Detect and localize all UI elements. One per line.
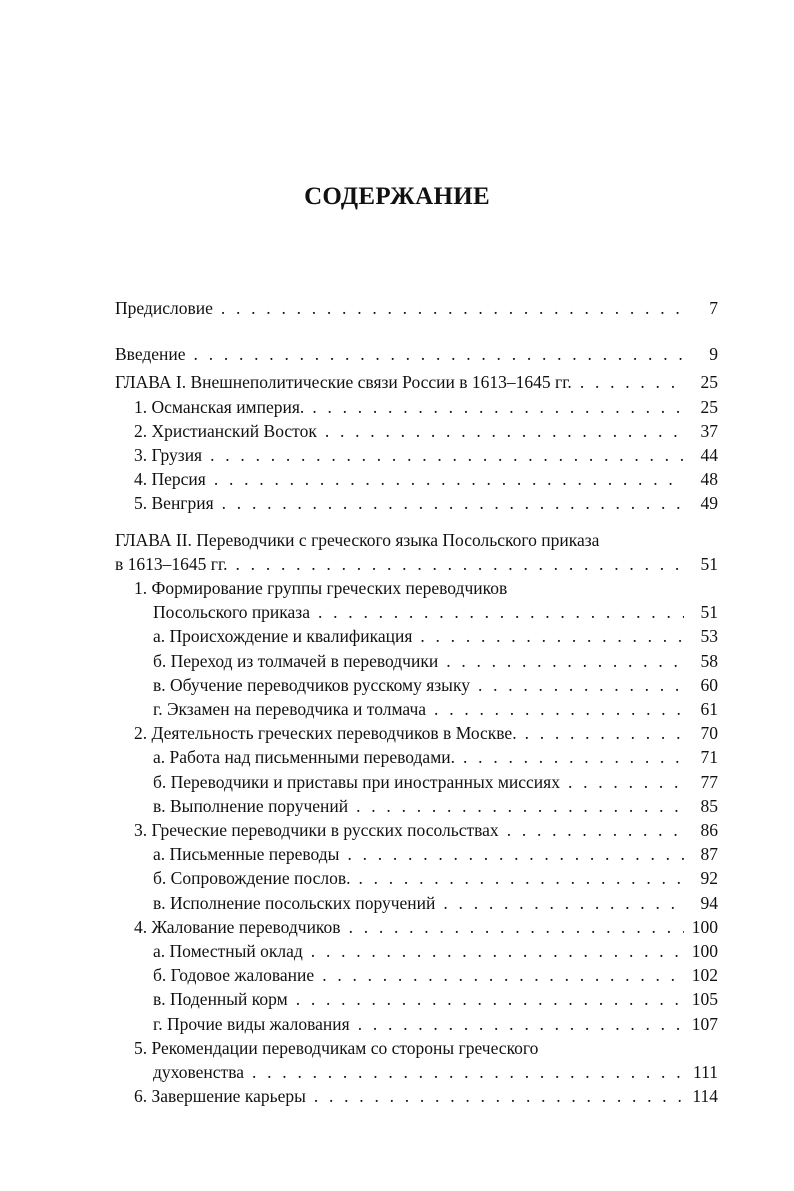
table-of-contents bbox=[115, 296, 718, 1109]
toc-chapter-2-title[interactable]: ГЛАВА II. Переводчики с греческого языка Посольского приказа bbox=[115, 529, 600, 550]
toc-entry-label: 6. Завершение карьеры bbox=[134, 1086, 306, 1107]
toc-section-5-title[interactable]: 5. Рекомендации переводчикам со стороны греческого bbox=[134, 1037, 539, 1058]
toc-page-number: 102 bbox=[691, 965, 718, 986]
dot-leader bbox=[356, 794, 684, 818]
toc-entry-label: 3. Грузия bbox=[134, 445, 203, 466]
toc-page-number: 25 bbox=[700, 372, 718, 393]
toc-entry[interactable] bbox=[115, 624, 718, 648]
toc-page-number: 61 bbox=[700, 699, 718, 720]
toc-entry-label: 4. Жалование переводчиков bbox=[134, 916, 341, 937]
toc-page-number: 100 bbox=[691, 916, 718, 937]
toc-entry[interactable] bbox=[115, 794, 718, 818]
dot-leader bbox=[434, 697, 684, 721]
toc-page-number: 105 bbox=[691, 989, 718, 1010]
toc-page-number: 107 bbox=[691, 1013, 718, 1034]
toc-section-1[interactable] bbox=[115, 600, 718, 624]
toc-entry-label: духовенства bbox=[153, 1062, 244, 1083]
toc-entry-label: в. Обучение переводчиков русскому языку bbox=[153, 674, 470, 695]
dot-leader bbox=[443, 891, 684, 915]
toc-entry-label: Посольского приказа bbox=[153, 602, 310, 623]
toc-entry-intro[interactable] bbox=[115, 342, 718, 366]
toc-page-number: 48 bbox=[700, 469, 718, 490]
toc-entry[interactable] bbox=[115, 963, 718, 987]
dot-leader bbox=[580, 370, 684, 394]
toc-entry-label: б. Переводчики и приставы при иностранных миссиях bbox=[153, 771, 560, 792]
toc-entry-label: в. Выполнение поручений bbox=[153, 795, 349, 816]
dot-leader bbox=[322, 963, 684, 987]
toc-entry-label: 5. Венгрия bbox=[134, 493, 214, 514]
toc-page-number: 70 bbox=[700, 723, 718, 744]
dot-leader bbox=[296, 987, 684, 1011]
toc-entry-label: Введение bbox=[115, 344, 186, 365]
toc-entry[interactable] bbox=[115, 395, 718, 419]
toc-section-2[interactable] bbox=[115, 721, 718, 745]
dot-leader bbox=[214, 467, 684, 491]
toc-entry-label: а. Работа над письменными переводами. bbox=[153, 747, 456, 768]
toc-page-number: 86 bbox=[700, 820, 718, 841]
toc-page-number: 114 bbox=[692, 1086, 718, 1107]
toc-entry-label: 4. Персия bbox=[134, 469, 206, 490]
toc-section-1-title[interactable]: 1. Формирование группы греческих переводчиков bbox=[134, 578, 508, 599]
toc-entry[interactable] bbox=[115, 1012, 718, 1036]
toc-entry-label: 3. Греческие переводчики в русских посольствах bbox=[134, 820, 499, 841]
toc-page-number: 51 bbox=[700, 602, 718, 623]
dot-leader bbox=[478, 673, 684, 697]
dot-leader bbox=[358, 1012, 684, 1036]
toc-entry[interactable] bbox=[115, 673, 718, 697]
toc-entry[interactable] bbox=[115, 939, 718, 963]
toc-entry-preface[interactable] bbox=[115, 296, 718, 320]
toc-page-number: 92 bbox=[700, 868, 718, 889]
dot-leader bbox=[194, 342, 684, 366]
toc-page-number: 85 bbox=[700, 795, 718, 816]
toc-entry[interactable] bbox=[115, 866, 718, 890]
toc-entry-label: а. Происхождение и квалификация bbox=[153, 626, 413, 647]
toc-page-number: 7 bbox=[709, 298, 718, 318]
dot-leader bbox=[318, 600, 684, 624]
toc-page-number: 77 bbox=[700, 771, 718, 792]
toc-entry-label: в. Исполнение посольских поручений bbox=[153, 892, 436, 913]
dot-leader bbox=[347, 842, 684, 866]
toc-entry[interactable] bbox=[115, 649, 718, 673]
toc-entry-label: а. Поместный оклад bbox=[153, 941, 303, 962]
toc-page-number: 58 bbox=[700, 650, 718, 671]
toc-entry[interactable] bbox=[115, 891, 718, 915]
toc-page-number: 37 bbox=[700, 420, 718, 441]
toc-page-number: 44 bbox=[700, 445, 718, 466]
toc-page-number: 94 bbox=[700, 892, 718, 913]
dot-leader bbox=[252, 1060, 684, 1084]
toc-entry[interactable] bbox=[115, 467, 718, 491]
dot-leader bbox=[312, 395, 684, 419]
toc-page-number: 49 bbox=[700, 493, 718, 514]
toc-page-number: 51 bbox=[700, 553, 718, 574]
toc-chapter-1[interactable] bbox=[115, 370, 718, 394]
toc-entry-label: б. Сопровождение послов. bbox=[153, 868, 351, 889]
toc-entry-label: в. Поденный корм bbox=[153, 989, 288, 1010]
toc-chapter-2[interactable] bbox=[115, 552, 718, 576]
toc-entry-label: б. Годовое жалование bbox=[153, 965, 315, 986]
toc-entry-label: 1. Османская империя. bbox=[134, 396, 305, 417]
dot-leader bbox=[222, 491, 684, 515]
dot-leader bbox=[525, 721, 684, 745]
toc-section-4[interactable] bbox=[115, 915, 718, 939]
toc-entry[interactable] bbox=[115, 697, 718, 721]
dot-leader bbox=[349, 915, 684, 939]
toc-section-6[interactable] bbox=[115, 1084, 718, 1108]
toc-entry[interactable] bbox=[115, 842, 718, 866]
dot-leader bbox=[420, 624, 684, 648]
dot-leader bbox=[358, 866, 684, 890]
toc-entry-label: Предисловие bbox=[115, 298, 213, 318]
dot-leader bbox=[221, 296, 684, 320]
dot-leader bbox=[236, 552, 684, 576]
toc-entry[interactable] bbox=[115, 443, 718, 467]
toc-entry-label: г. Экзамен на переводчика и толмача bbox=[153, 699, 427, 720]
dot-leader bbox=[446, 649, 684, 673]
toc-entry-label: а. Письменные переводы bbox=[153, 844, 340, 865]
toc-page-number: 71 bbox=[700, 747, 718, 768]
dot-leader bbox=[311, 939, 684, 963]
dot-leader bbox=[314, 1084, 684, 1108]
toc-entry-label: в 1613–1645 гг. bbox=[115, 553, 228, 574]
toc-section-5[interactable] bbox=[115, 1060, 718, 1084]
toc-entry-label: г. Прочие виды жалования bbox=[153, 1013, 350, 1034]
toc-entry-label: б. Переход из толмачей в переводчики bbox=[153, 650, 439, 671]
toc-page-number: 111 bbox=[693, 1062, 718, 1083]
toc-entry[interactable] bbox=[115, 491, 718, 515]
toc-page-number: 9 bbox=[709, 344, 718, 365]
page-title: СОДЕРЖАНИЕ bbox=[304, 183, 490, 210]
toc-page-number: 100 bbox=[691, 941, 718, 962]
toc-page-number: 25 bbox=[700, 396, 718, 417]
toc-page-number: 60 bbox=[700, 674, 718, 695]
dot-leader bbox=[463, 745, 684, 769]
toc-entry[interactable] bbox=[115, 987, 718, 1011]
toc-section-3[interactable] bbox=[115, 818, 718, 842]
dot-leader bbox=[507, 818, 684, 842]
dot-leader bbox=[210, 443, 684, 467]
dot-leader bbox=[325, 419, 684, 443]
toc-page-number: 53 bbox=[700, 626, 718, 647]
toc-entry-label: 2. Деятельность греческих переводчиков в Москве. bbox=[134, 723, 517, 744]
toc-entry[interactable] bbox=[115, 419, 718, 443]
toc-entry[interactable] bbox=[115, 745, 718, 769]
dot-leader bbox=[568, 770, 684, 794]
toc-entry-label: ГЛАВА I. Внешнеполитические связи России в 1613–1645 гг. bbox=[115, 372, 572, 393]
toc-entry-label: 2. Христианский Восток bbox=[134, 420, 317, 441]
toc-page-number: 87 bbox=[700, 844, 718, 865]
toc-entry[interactable] bbox=[115, 770, 718, 794]
